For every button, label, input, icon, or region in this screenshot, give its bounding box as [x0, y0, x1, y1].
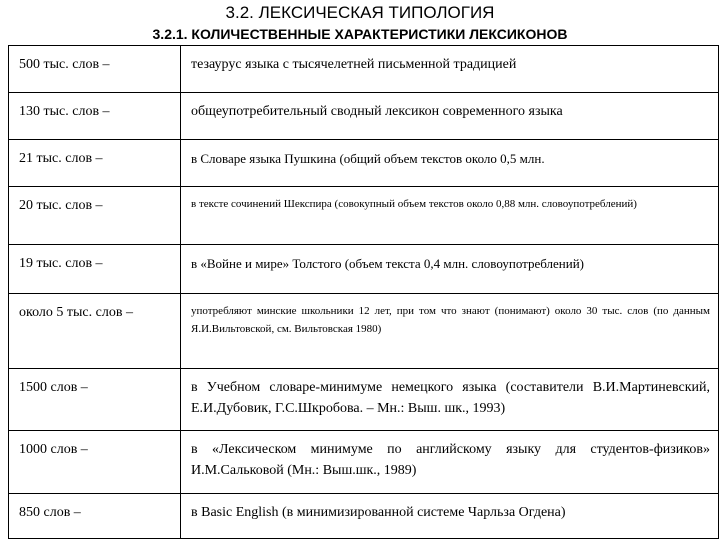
- lexicon-size-cell: около 5 тыс. слов –: [9, 294, 181, 369]
- lexicon-size-cell: 1500 слов –: [9, 369, 181, 431]
- lexicon-description-cell: в Basic English (в минимизированной системе Чарльза Огдена): [181, 494, 719, 539]
- table-row: [9, 294, 719, 369]
- table-row: [9, 369, 719, 431]
- table-row: [9, 93, 719, 140]
- table-row: [9, 494, 719, 539]
- lexicon-size-cell: 19 тыс. слов –: [9, 245, 181, 294]
- lexicon-description-cell: в Учебном словаре-минимуме немецкого языка (составители В.И.Мартиневский, Е.И.Дубовик, Г.С.Шкробова. – Мн.: Выш. шк., 1993): [181, 369, 719, 431]
- lexicon-description-cell: в «Лексическом минимуме по английскому языку для студентов-физиков» И.М.Сальковой (Мн.: Выш.шк., 1989): [181, 431, 719, 494]
- lexicon-size-cell: 20 тыс. слов –: [9, 187, 181, 245]
- table-row: [9, 245, 719, 294]
- lexicon-description-cell: употребляют минские школьники 12 лет, при том что знают (понимают) около 30 тыс. слов (по данным Я.И.Вильтовской, см. Вильтовская 1980): [181, 294, 719, 369]
- lexicon-size-table: [8, 45, 719, 539]
- lexicon-size-cell: 130 тыс. слов –: [9, 93, 181, 140]
- lexicon-size-cell: 1000 слов –: [9, 431, 181, 494]
- lexicon-description-cell: в Словаре языка Пушкина (общий объем текстов около 0,5 млн.: [181, 140, 719, 187]
- table-row: [9, 140, 719, 187]
- lexicon-size-cell: 500 тыс. слов –: [9, 46, 181, 93]
- page-subtitle: 3.2.1. КОЛИЧЕСТВЕННЫЕ ХАРАКТЕРИСТИКИ ЛЕКСИКОНОВ: [152, 26, 568, 42]
- lexicon-description-cell: в тексте сочинений Шекспира (совокупный объем текстов около 0,88 млн. словоупотреблений): [181, 187, 719, 245]
- lexicon-size-cell: 21 тыс. слов –: [9, 140, 181, 187]
- lexicon-description-cell: тезаурус языка с тысячелетней письменной традицией: [181, 46, 719, 93]
- lexicon-description-cell: в «Войне и мире» Толстого (объем текста 0,4 млн. словоупотреблений): [181, 245, 719, 294]
- lexicon-description-cell: общеупотребительный сводный лексикон современного языка: [181, 93, 719, 140]
- table-row: [9, 431, 719, 494]
- page-title: 3.2. ЛЕКСИЧЕСКАЯ ТИПОЛОГИЯ: [225, 3, 495, 22]
- table-row: [9, 187, 719, 245]
- table-row: [9, 46, 719, 93]
- lexicon-size-cell: 850 слов –: [9, 494, 181, 539]
